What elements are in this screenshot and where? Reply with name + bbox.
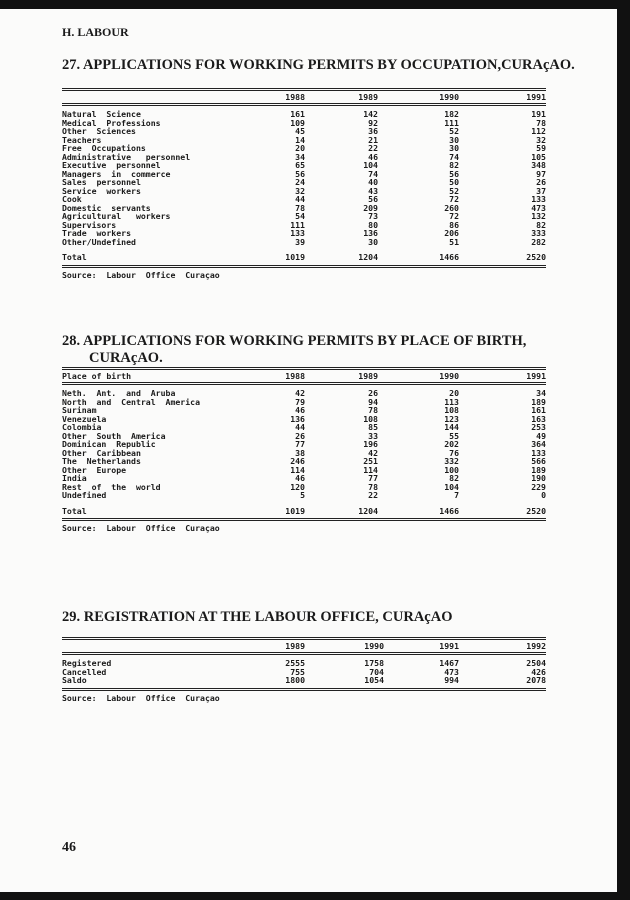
value-cell: 82 bbox=[449, 473, 459, 483]
section-heading: H. LABOUR bbox=[62, 25, 129, 39]
year-header: 1989 bbox=[358, 371, 378, 381]
row-label: Free Occupations bbox=[62, 143, 146, 153]
value-cell: 42 bbox=[295, 388, 305, 398]
value-cell: 1800 bbox=[285, 675, 305, 685]
value-cell: 473 bbox=[444, 666, 459, 677]
value-cell: 120 bbox=[290, 481, 305, 492]
value-cell: 1758 bbox=[364, 658, 384, 668]
value-cell: 82 bbox=[449, 160, 459, 170]
value-cell: 73 bbox=[368, 211, 378, 221]
value-cell: 182 bbox=[444, 109, 459, 119]
value-cell: 79 bbox=[295, 396, 305, 407]
table-bottom-rule bbox=[62, 518, 546, 521]
table-27 bbox=[62, 88, 546, 280]
value-cell: 251 bbox=[363, 456, 378, 466]
value-cell: 163 bbox=[531, 413, 546, 424]
value-cell: 109 bbox=[290, 117, 305, 128]
value-cell: 282 bbox=[531, 236, 546, 247]
value-cell: 114 bbox=[363, 464, 378, 475]
value-cell: 26 bbox=[368, 388, 378, 398]
value-cell: 5 bbox=[300, 490, 305, 500]
value-cell: 92 bbox=[368, 117, 378, 128]
value-cell: 74 bbox=[449, 151, 459, 162]
value-cell: 54 bbox=[295, 211, 305, 221]
value-cell: 59 bbox=[536, 143, 546, 153]
value-cell: 133 bbox=[290, 228, 305, 238]
row-label: Undefined bbox=[62, 490, 107, 500]
value-cell: 26 bbox=[536, 177, 546, 187]
value-cell: 77 bbox=[295, 439, 305, 449]
row-label: Agricultural workers bbox=[62, 211, 171, 221]
source-note: Source: Labour Office Curaçao bbox=[62, 523, 220, 533]
value-cell: 74 bbox=[368, 168, 378, 179]
value-cell: 133 bbox=[531, 194, 546, 204]
row-label: Saldo bbox=[62, 675, 87, 685]
value-cell: 108 bbox=[363, 413, 378, 424]
value-cell: 144 bbox=[444, 422, 459, 432]
value-cell: 2555 bbox=[285, 658, 305, 668]
source-note: Source: Labour Office Curaçao bbox=[62, 692, 220, 703]
value-cell: 34 bbox=[536, 388, 546, 398]
row-label: Other/Undefined bbox=[62, 236, 136, 247]
value-cell: 20 bbox=[449, 388, 459, 398]
year-header: 1991 bbox=[439, 641, 459, 651]
header-row bbox=[62, 640, 546, 652]
value-cell: 704 bbox=[369, 666, 384, 677]
value-cell: 38 bbox=[295, 447, 305, 458]
value-cell: 94 bbox=[368, 396, 378, 407]
row-label: Domestic servants bbox=[62, 202, 151, 213]
row-label: Registered bbox=[62, 658, 112, 668]
table-28-title: 28. APPLICATIONS FOR WORKING PERMITS BY PLACE OF BIRTH, CURAçAO. bbox=[62, 333, 527, 366]
value-cell: 196 bbox=[363, 439, 378, 449]
value-cell: 114 bbox=[290, 464, 305, 475]
row-label: Other Europe bbox=[62, 464, 127, 475]
value-cell: 78 bbox=[368, 405, 378, 415]
value-cell: 133 bbox=[531, 447, 546, 458]
value-cell: 1054 bbox=[364, 675, 384, 685]
value-cell: 44 bbox=[295, 422, 305, 432]
table-row bbox=[62, 491, 546, 500]
row-label: Dominican Republic bbox=[62, 439, 156, 449]
row-label: Cook bbox=[62, 194, 82, 204]
year-header: 1992 bbox=[526, 641, 546, 651]
table-row bbox=[62, 676, 546, 685]
year-header: 1989 bbox=[285, 641, 305, 651]
header-row bbox=[62, 91, 546, 103]
row-label: Medical Professions bbox=[62, 117, 161, 128]
row-label: Other Caribbean bbox=[62, 447, 141, 458]
value-cell: 260 bbox=[444, 202, 459, 213]
total-cell: 2520 bbox=[526, 252, 546, 262]
value-cell: 22 bbox=[368, 143, 378, 153]
value-cell: 56 bbox=[449, 168, 459, 179]
table-row bbox=[62, 238, 546, 247]
value-cell: 189 bbox=[531, 464, 546, 475]
row-label: Other Sciences bbox=[62, 126, 136, 136]
table-28 bbox=[62, 367, 546, 533]
value-cell: 78 bbox=[295, 202, 305, 213]
value-cell: 333 bbox=[531, 228, 546, 238]
value-cell: 37 bbox=[536, 185, 546, 196]
value-cell: 22 bbox=[368, 490, 378, 500]
value-cell: 40 bbox=[368, 177, 378, 187]
row-label: Venezuela bbox=[62, 413, 107, 424]
value-cell: 21 bbox=[368, 134, 378, 145]
scan-border-top bbox=[0, 0, 630, 9]
value-cell: 332 bbox=[444, 456, 459, 466]
row-label: Sales personnel bbox=[62, 177, 141, 187]
value-cell: 72 bbox=[449, 194, 459, 204]
value-cell: 80 bbox=[368, 219, 378, 230]
value-cell: 78 bbox=[536, 117, 546, 128]
year-header: 1990 bbox=[364, 641, 384, 651]
scan-border-right bbox=[617, 0, 630, 900]
value-cell: 52 bbox=[449, 126, 459, 136]
row-label: Managers in commerce bbox=[62, 168, 171, 179]
value-cell: 229 bbox=[531, 481, 546, 492]
value-cell: 46 bbox=[295, 405, 305, 415]
value-cell: 52 bbox=[449, 185, 459, 196]
value-cell: 34 bbox=[295, 151, 305, 162]
year-header: 1990 bbox=[439, 371, 459, 381]
row-label: Cancelled bbox=[62, 666, 107, 677]
row-label: Surinam bbox=[62, 405, 97, 415]
stub-header: Place of birth bbox=[62, 371, 132, 381]
total-cell: 1019 bbox=[285, 505, 305, 516]
value-cell: 136 bbox=[363, 228, 378, 238]
value-cell: 82 bbox=[536, 219, 546, 230]
row-label: Supervisors bbox=[62, 219, 117, 230]
value-cell: 2504 bbox=[526, 658, 546, 668]
value-cell: 100 bbox=[444, 464, 459, 475]
row-label: Executive personnel bbox=[62, 160, 161, 170]
value-cell: 43 bbox=[368, 185, 378, 196]
value-cell: 473 bbox=[531, 202, 546, 213]
value-cell: 30 bbox=[449, 134, 459, 145]
year-header: 1990 bbox=[439, 92, 459, 102]
year-header: 1988 bbox=[285, 92, 305, 102]
value-cell: 755 bbox=[290, 666, 305, 677]
row-label: Administrative personnel bbox=[62, 151, 191, 162]
value-cell: 56 bbox=[368, 194, 378, 204]
value-cell: 191 bbox=[531, 109, 546, 119]
value-cell: 364 bbox=[531, 439, 546, 449]
row-label: Other South America bbox=[62, 430, 166, 441]
value-cell: 142 bbox=[363, 109, 378, 119]
value-cell: 189 bbox=[531, 396, 546, 407]
value-cell: 76 bbox=[449, 447, 459, 458]
total-label: Total bbox=[62, 505, 87, 516]
value-cell: 136 bbox=[290, 413, 305, 424]
value-cell: 65 bbox=[295, 160, 305, 170]
year-header: 1991 bbox=[526, 371, 546, 381]
value-cell: 161 bbox=[531, 405, 546, 415]
value-cell: 46 bbox=[368, 151, 378, 162]
table-bottom-rule bbox=[62, 688, 546, 691]
value-cell: 33 bbox=[368, 430, 378, 441]
value-cell: 190 bbox=[531, 473, 546, 483]
total-cell: 1204 bbox=[358, 505, 378, 516]
total-cell: 2520 bbox=[526, 505, 546, 516]
value-cell: 202 bbox=[444, 439, 459, 449]
value-cell: 246 bbox=[290, 456, 305, 466]
value-cell: 253 bbox=[531, 422, 546, 432]
value-cell: 14 bbox=[295, 134, 305, 145]
value-cell: 42 bbox=[368, 447, 378, 458]
row-label: The Netherlands bbox=[62, 456, 141, 466]
value-cell: 161 bbox=[290, 109, 305, 119]
table-27-title: 27. APPLICATIONS FOR WORKING PERMITS BY OCCUPATION,CURAçAO. bbox=[62, 57, 575, 73]
value-cell: 45 bbox=[295, 126, 305, 136]
value-cell: 123 bbox=[444, 413, 459, 424]
value-cell: 566 bbox=[531, 456, 546, 466]
value-cell: 0 bbox=[541, 490, 546, 500]
total-cell: 1466 bbox=[439, 252, 459, 262]
value-cell: 426 bbox=[531, 666, 546, 677]
value-cell: 72 bbox=[449, 211, 459, 221]
year-header: 1988 bbox=[285, 371, 305, 381]
row-label: Neth. Ant. and Aruba bbox=[62, 388, 176, 398]
value-cell: 51 bbox=[449, 236, 459, 247]
total-cell: 1466 bbox=[439, 505, 459, 516]
total-row bbox=[62, 253, 546, 262]
value-cell: 78 bbox=[368, 481, 378, 492]
row-label: Trade workers bbox=[62, 228, 132, 238]
row-label: Rest of the world bbox=[62, 481, 161, 492]
value-cell: 30 bbox=[368, 236, 378, 247]
value-cell: 49 bbox=[536, 430, 546, 441]
value-cell: 105 bbox=[531, 151, 546, 162]
value-cell: 112 bbox=[531, 126, 546, 136]
value-cell: 50 bbox=[449, 177, 459, 187]
value-cell: 104 bbox=[444, 481, 459, 492]
value-cell: 994 bbox=[444, 675, 459, 685]
value-cell: 30 bbox=[449, 143, 459, 153]
value-cell: 113 bbox=[444, 396, 459, 407]
source-note: Source: Labour Office Curaçao bbox=[62, 269, 220, 280]
row-label: Teachers bbox=[62, 134, 102, 145]
value-cell: 209 bbox=[363, 202, 378, 213]
value-cell: 32 bbox=[536, 134, 546, 145]
value-cell: 55 bbox=[449, 430, 459, 441]
value-cell: 132 bbox=[531, 211, 546, 221]
row-label: Natural Science bbox=[62, 109, 141, 119]
value-cell: 46 bbox=[295, 473, 305, 483]
scan-border-bottom bbox=[0, 892, 630, 900]
value-cell: 44 bbox=[295, 194, 305, 204]
page-number: 46 bbox=[62, 840, 76, 855]
value-cell: 111 bbox=[444, 117, 459, 128]
row-label: Colombia bbox=[62, 422, 102, 432]
value-cell: 1467 bbox=[439, 658, 459, 668]
total-cell: 1204 bbox=[358, 252, 378, 262]
year-header: 1989 bbox=[358, 92, 378, 102]
value-cell: 104 bbox=[363, 160, 378, 170]
value-cell: 20 bbox=[295, 143, 305, 153]
value-cell: 32 bbox=[295, 185, 305, 196]
table-29 bbox=[62, 637, 546, 703]
value-cell: 36 bbox=[368, 126, 378, 136]
total-label: Total bbox=[62, 252, 87, 262]
year-header: 1991 bbox=[526, 92, 546, 102]
value-cell: 7 bbox=[454, 490, 459, 500]
value-cell: 2078 bbox=[526, 675, 546, 685]
total-cell: 1019 bbox=[285, 252, 305, 262]
value-cell: 85 bbox=[368, 422, 378, 432]
value-cell: 206 bbox=[444, 228, 459, 238]
value-cell: 108 bbox=[444, 405, 459, 415]
table-bottom-rule bbox=[62, 265, 546, 268]
row-label: India bbox=[62, 473, 87, 483]
value-cell: 24 bbox=[295, 177, 305, 187]
value-cell: 111 bbox=[290, 219, 305, 230]
value-cell: 348 bbox=[531, 160, 546, 170]
row-label: North and Central America bbox=[62, 396, 201, 407]
value-cell: 86 bbox=[449, 219, 459, 230]
row-label: Service workers bbox=[62, 185, 141, 196]
value-cell: 97 bbox=[536, 168, 546, 179]
value-cell: 26 bbox=[295, 430, 305, 441]
table-29-title: 29. REGISTRATION AT THE LABOUR OFFICE, CURAçAO bbox=[62, 609, 453, 625]
value-cell: 39 bbox=[295, 236, 305, 247]
value-cell: 56 bbox=[295, 168, 305, 179]
total-row bbox=[62, 507, 546, 516]
header-row bbox=[62, 370, 546, 382]
value-cell: 77 bbox=[368, 473, 378, 483]
